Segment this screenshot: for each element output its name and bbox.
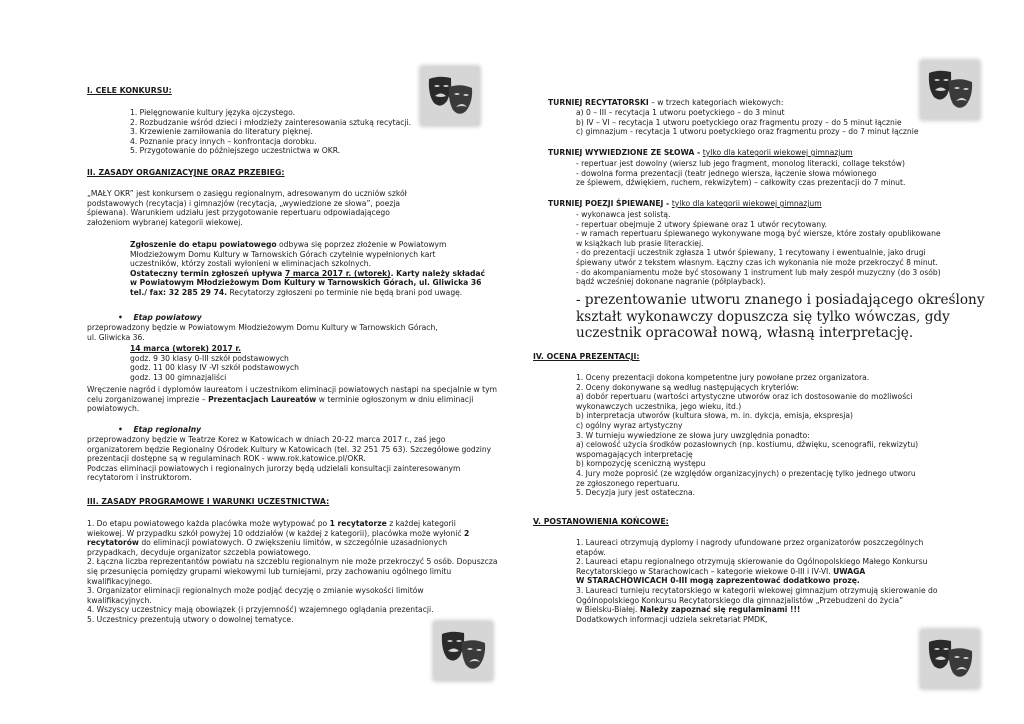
list-item: 3. Krzewienie zamiłowania do literatury pięknej.: [130, 127, 313, 137]
etap-powiatowy-schedule: 14 marca (wtorek) 2017 r. godz. 9 30 klasy 0-III szkół podstawowych godz. 11 00 klasy IV -VI szkół podstawowych godz. 13 00 gimnazjaliści: [130, 344, 299, 382]
theater-masks-icon: [421, 67, 479, 125]
list-item: 1. Pielęgnowanie kultury języka ojczystego.: [130, 108, 296, 117]
interpretation-note: - prezentowanie utworu znanego i posiadającego określony kształt wykonawczy dopuszcza się tylko wówczas, gdy uczestnik opracował nową, własną interpretację.: [576, 292, 985, 342]
list-item: a) 0 – III – recytacja 1 utworu poetyckiego – do 3 minut: [576, 108, 785, 117]
list-item: c) gimnazjum - recytacja 1 utworu poetyckiego oraz fragmentu prozy – do 7 minut łącznie: [576, 127, 919, 137]
phone-number: tel./ fax: 32 285 29 74.: [130, 287, 228, 297]
theater-masks-icon: [921, 61, 979, 119]
etap-powiatowy-title: • Etap powiatowy: [118, 313, 202, 322]
section-heading-ocena: IV. OCENA PREZENTACJI:: [533, 352, 640, 361]
turniej-recytatorski-title: TURNIEJ RECYTATORSKI – w trzech kategoriach wiekowych:: [548, 98, 784, 107]
section-heading-programowe: III. ZASADY PROGRAMOWE I WARUNKI UCZESTNICTWA:: [87, 497, 330, 506]
programowe-paragraph: 1. Do etapu powiatowego każda placówka może wytypować po 1 recytatorze z każdej kategorii wiekowej. W przypadku szkół powyżej 10 oddziałów (w każdej z kategorii), placówka może wyłonić 2 recytatorów do eliminacji powiatowych. O zwiększeniu limitów, w szczególnie uzasadnionych przypadkach, decyduje organizator szczebla powiatowego. 2. Łączna liczba reprezentantów powiatu na szczeblu regionalnym nie może przekroczyć 5 osób. Dopuszcza się przesunięcia pomiędzy grupami wiekowymi lub turniejami, przy zachowaniu ogólnego limitu kwalifikacyjnego. 3. Organizator eliminacji regionalnych może podjąć decyzję o zmianie wysokości limitów kwalifikacyjnych. 4. Wszyscy uczestnicy mają obowiązek (i przyjemność) wzajemnego oglądania prezentacji. 5. Uczestnicy prezentują utwory o dowolnej tematyce.: [87, 519, 498, 624]
awards-paragraph: Wręczenie nagród i dyplomów laureatom i uczestnikom eliminacji powiatowych nastąpi na specjalnie w tym celu zorganizowanej imprezie – Prezentacjach Laureatów w terminie ogłoszonym w dniu eliminacji powiatowych.: [87, 385, 498, 414]
list-item: b) IV – VI – recytacja 1 utworu poetyckiego oraz fragmentu prozy – do 5 minut łącznie: [576, 117, 902, 127]
ocena-list: 1. Oceny prezentacji dokona kompetentne jury powołane przez organizatora. 2. Oceny dokonywane są według następujących kryteriów: a) dobór repertuaru (wartości artystyczne utworów oraz ich dostosowanie do możliwości wykonawczych uczestnika, jego wieku, itd.) b) interpretacja utworów (kultura słowa, m. in. dykcja, emisja, ekspresja) c) ogólny wyraz artystyczny 3. W turnieju wywiedzione ze słowa jury uwzględnia ponadto: a) celowość użycia środków pozasłownych (np. kostiumu, dźwięku, scenografii, rekwizytu) wspomagających interpretację b) kompozycję sceniczną występu 4. Jury może poprosić (ze względów organizacyjnych) o prezentację tylko jednego utworu ze zgłoszonego repertuaru. 5. Decyzja jury jest ostateczna.: [576, 373, 919, 498]
turniej-poezji-title: TURNIEJ POEZJI ŚPIEWANEJ - tylko dla kategorii wiekowej gimnazjum: [548, 199, 822, 208]
cele-list: [130, 108, 411, 156]
etap-powiatowy-desc: przeprowadzony będzie w Powiatowym Młodzieżowym Domu Kultury w Tarnowskich Górach, ul. Gliwicka 36.: [87, 323, 438, 342]
zasady-intro: „MAŁY OKR” jest konkursem o zasięgu regionalnym, adresowanym do uczniów szkół podstawowych (recytacja) i gimnazjów (recytacja, „wywiedzione ze słowa”, poezja śpiewana). Warunkiem udziału jest przygotowanie repertuaru odpowiadającego założeniom wybranej kategorii wiekowej.: [87, 189, 407, 227]
list-item: 5. Przygotowanie do późniejszego uczestnictwa w OKR.: [130, 146, 341, 156]
etap-regionalny-title: • Etap regionalny: [118, 425, 202, 434]
theater-masks-icon: [434, 622, 492, 680]
theater-masks-icon: [921, 630, 979, 688]
section-heading-cele: I. CELE KONKURSU:: [87, 86, 172, 95]
list-item: 2. Rozbudzanie wśród dzieci i młodzieży zainteresowania sztuką recytacji.: [130, 117, 412, 127]
event-date: 14 marca (wtorek) 2017 r.: [130, 344, 241, 353]
section-heading-postanowienia: V. POSTANOWIENIA KOŃCOWE:: [533, 517, 669, 526]
list-item: 4. Poznanie pracy innych – konfrontacja dorobku.: [130, 136, 317, 146]
poezji-list: - wykonawca jest solistą. - repertuar obejmuje 2 utwory śpiewane oraz 1 utwór recytowany. - w ramach repertuaru śpiewanego wykonywane mogą być wiersze, które zostały opublikowane w książkach lub prasie literackiej. - do prezentacji uczestnik zgłasza 1 utwór śpiewany, 1 recytowany i ewentualnie, jako drugi śpiewany utwór z tekstem własnym. Łączny czas ich wykonania nie może przekroczyć 8 minut. - do akompaniamentu może być stosowany 1 instrument lub mały zespół muzyczny (do 3 osób) bądź wcześniej dokonane nagranie (półplayback).: [576, 210, 941, 287]
etap-regionalny-desc: przeprowadzony będzie w Teatrze Korez w Katowicach w dniach 20-22 marca 2017 r., zaś jego organizatorem będzie Regionalny Ośrodek Kultury w Katowicach (tel. 32 251 75 63). Szczegółowe godziny prezentacji dostępne są w regulaminach ROK - www.rok.katowice.pl/OKR. Podczas eliminacji powiatowych i regionalnych jurorzy będą udzielali konsultacji zainteresowanym recytatorom i instruktorom.: [87, 435, 492, 483]
postanowienia-list: 1. Laureaci otrzymują dyplomy i nagrody ufundowane przez organizatorów poszczególnych etapów. 2. Laureaci etapu regionalnego otrzymują skierowanie do Ogólnopolskiego Małego Konkursu Recytatorskiego w Starachowicach – kategorie wiekowe 0-III i IV-VI. UWAGA W STARACHOWICACH 0-III mogą zaprezentować dodatkowo prozę. 3. Laureaci turnieju recytatorskiego w kategorii wiekowej gimnazjum otrzymują skierowanie do Ogólnopolskiego Konkursu Recytatorskiego dla gimnazjalistów „Przebudzeni do życia” w Bielsku-Białej. Należy zapoznać się regulaminami !!! Dodatkowych informacji udziela sekretariat PMDK,: [576, 538, 938, 624]
recytatorski-list: [576, 108, 919, 137]
section-heading-zasady: II. ZASADY ORGANIZACYJNE ORAZ PRZEBIEG:: [87, 168, 285, 177]
zgloszenie-paragraph: Zgłoszenie do etapu powiatowego odbywa się poprzez złożenie w Powiatowym Młodzieżowym Domu Kultury w Tarnowskich Górach czytelnie wypełnionych kart uczestników, którzy zostali wyłonieni w eliminacjach szkolnych. Ostateczny termin zgłoszeń upływa 7 marca 2017 r. (wtorek). Karty należy składać w Powiatowym Młodzieżowym Dom Kultury w Tarnowskich Górach, ul. Gliwicka 36 tel./ fax: 32 285 29 74. Recytatorzy zgłoszeni po terminie nie będą brani pod uwagę.: [130, 240, 486, 297]
wywiedzione-list: - repertuar jest dowolny (wiersz lub jego fragment, monolog literacki, collage tekstów) - dowolna forma prezentacji (teatr jednego wiersza, łączenie słowa mówionego ze śpiewem, dźwiękiem, ruchem, rekwizytem) – całkowity czas prezentacji do 7 minut.: [576, 159, 906, 188]
turniej-wywiedzione-title: TURNIEJ WYWIEDZIONE ZE SŁOWA - tylko dla kategorii wiekowej gimnazjum: [548, 148, 853, 157]
deadline-date: 7 marca 2017 r. (wtorek): [284, 268, 391, 278]
